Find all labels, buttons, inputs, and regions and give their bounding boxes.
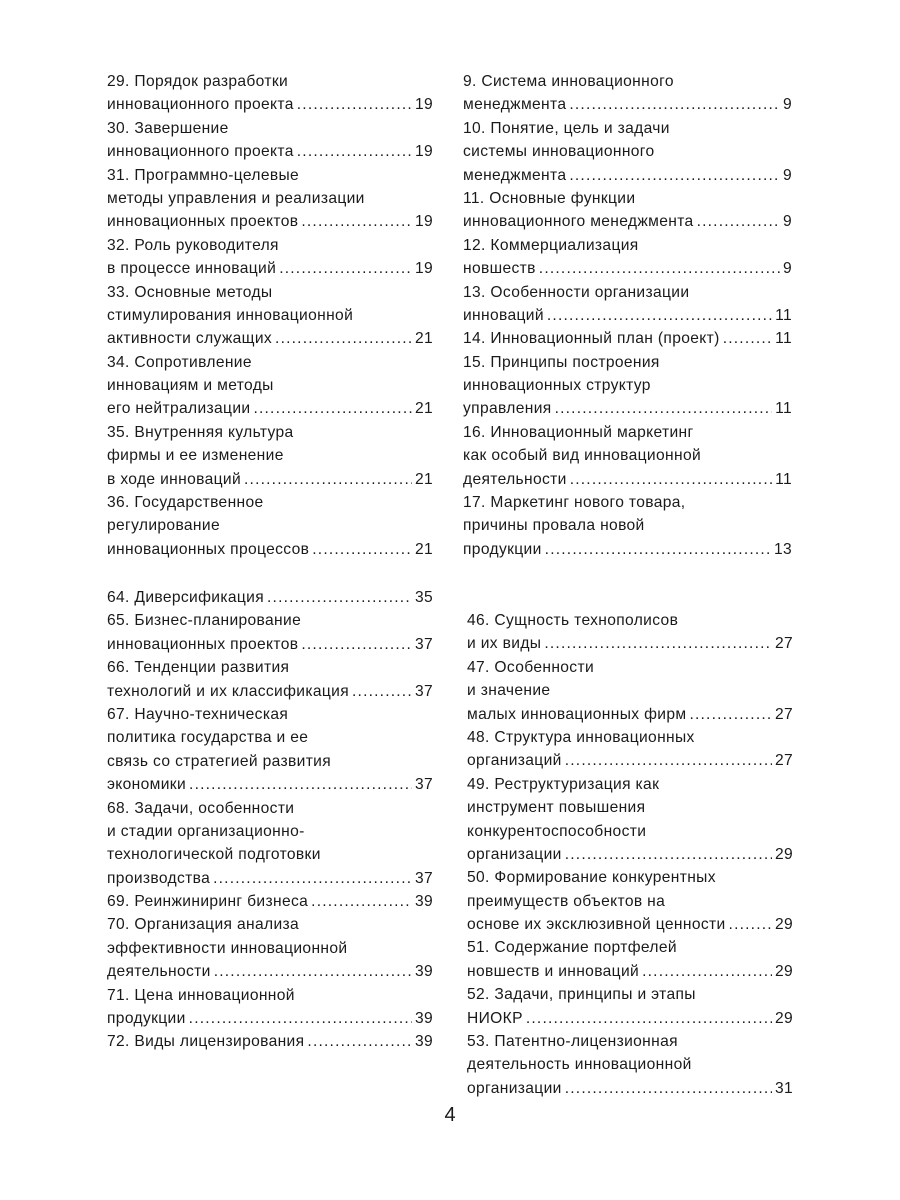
toc-page-number: 11 [775,470,792,488]
toc-entry-line [107,421,433,444]
toc-entry-text: и их виды [467,635,542,653]
toc-entry-line [467,936,793,959]
toc-entry-text: организаций [467,752,562,770]
toc-entry-last-line [107,586,433,609]
toc-entry-text: 64. Диверсификация [107,589,265,606]
toc-entry [467,656,793,726]
toc-page-number: 21 [414,540,433,558]
toc-entry-line [107,703,433,726]
toc-page-number: 29 [774,845,793,863]
toc-entry-text: 11. Основные функции [463,189,636,207]
toc-page-number: 19 [414,96,433,114]
toc-entry-line [463,444,792,467]
toc-entry [463,421,792,491]
toc-entry-text: менеджмента [463,96,567,114]
toc-entry-text: 33. Основные методы [107,283,273,301]
toc-entry-line [463,491,792,514]
toc-entry-line [107,117,433,140]
dot-leader [189,773,412,796]
dot-leader [301,633,412,656]
toc-entry-text: регулирование [107,517,220,535]
toc-entry-text: 47. Особенности [467,658,595,676]
toc-entry-text: 69. Реинжиниринг бизнеса [107,893,309,911]
toc-entry-line [107,843,433,866]
dot-leader [244,468,412,491]
toc-entry [463,187,792,234]
toc-page-number: 31 [774,1079,793,1097]
toc-entry-text: менеджмента [463,166,567,184]
toc-entry-text: продукции [463,540,542,558]
toc-entry-text: 30. Завершение [107,119,229,137]
toc-column-top-right [463,70,792,561]
toc-entry [107,234,433,281]
toc-page-number: 39 [414,1010,433,1028]
toc-entry-last-line [467,749,793,772]
toc-entry-text: деятельность инновационной [467,1056,692,1074]
dot-leader [565,1077,772,1100]
toc-page-number: 29 [774,916,793,934]
toc-entry [107,1030,433,1053]
toc-entry [107,586,433,609]
toc-entry-text: 66. Тенденции развития [107,659,290,677]
toc-entry-last-line [463,257,792,280]
toc-entry-line [463,187,792,210]
toc-entry [107,703,433,797]
toc-entry-line [467,866,793,889]
toc-entry-line [107,609,433,632]
dot-leader [213,867,412,890]
toc-page-number: 39 [414,963,433,981]
toc-entry [463,70,792,117]
toc-entry-line [467,609,793,632]
toc-entry-line [107,351,433,374]
toc-page-number: 11 [775,400,792,418]
toc-entry-last-line [107,890,433,913]
dot-leader [275,327,412,350]
dot-leader [545,538,771,561]
dot-leader [565,843,772,866]
toc-entry [107,70,433,117]
toc-entry-last-line [467,1007,793,1030]
toc-entry-text: и значение [467,682,551,700]
toc-entry-text: преимуществ объектов на [467,892,666,910]
dot-leader [301,210,412,233]
dot-leader [267,586,412,609]
toc-page-number: 21 [414,330,433,348]
toc-page-number: 19 [414,143,433,161]
toc-entry-text: в процессе инноваций [107,260,277,278]
toc-entry-text: инновационных процессов [107,540,310,558]
toc-entry [107,351,433,421]
toc-entry [467,866,793,936]
toc-entry-text: 36. Государственное [107,494,264,512]
toc-entry-line [463,70,792,93]
toc-entry-line [107,304,433,327]
toc-entry-line [467,983,793,1006]
dot-leader [352,680,412,703]
toc-entry-text: 9. Система инновационного [463,73,674,90]
toc-entry-text: 12. Коммерциализация [463,236,639,254]
toc-entry-text: 34. Сопротивление [107,353,252,371]
dot-leader [544,632,772,655]
toc-page-number: 29 [774,1009,793,1027]
toc-entry-text: 32. Роль руководителя [107,236,279,254]
toc-entry-line [463,514,792,537]
toc-entry-text: инновационного проекта [107,96,294,114]
toc-entry-text: активности служащих [107,330,273,348]
dot-leader [547,304,772,327]
toc-entry [107,421,433,491]
toc-entry [467,726,793,773]
toc-entry-text: новшеств и инноваций [467,962,640,980]
dot-leader [279,257,412,280]
toc-entry-text: экономики [107,776,187,794]
toc-entry-line [467,656,793,679]
toc-entry-last-line [107,773,433,796]
toc-entry-last-line [107,1007,433,1030]
toc-entry-line [107,937,433,960]
toc-entry-last-line [463,93,792,116]
toc-entry [467,936,793,983]
toc-column-bottom-left [107,586,433,1054]
dot-leader [565,749,772,772]
toc-entry-text: 29. Порядок разработки [107,73,289,90]
toc-entry-text: 17. Маркетинг нового товара, [463,494,686,512]
toc-page-number: 37 [414,682,433,700]
toc-entry-line [463,117,792,140]
toc-entry-text: в ходе инноваций [107,470,242,488]
toc-entry-text: его нейтрализации [107,400,251,418]
toc-entry-last-line [467,632,793,655]
toc-entry [107,281,433,351]
toc-entry-line [463,234,792,257]
toc-entry-line [107,656,433,679]
toc-entry-text: инноваций [463,306,544,324]
toc-page-number: 9 [782,96,792,114]
toc-entry-line [107,797,433,820]
toc-page-number: 39 [414,1033,433,1051]
toc-entry-last-line [107,680,433,703]
toc-page-number: 11 [775,306,792,324]
toc-entry-line [107,234,433,257]
toc-entry-last-line [467,703,793,726]
toc-entry-text: 48. Структура инновационных [467,728,695,746]
toc-entry-text: 50. Формирование конкурентных [467,869,716,887]
toc-entry-last-line [107,633,433,656]
toc-entry-text: инновационных структур [463,377,651,395]
toc-page-number: 9 [782,213,792,231]
toc-entry-text: фирмы и ее изменение [107,447,284,465]
toc-entry-text: 67. Научно-техническая [107,705,289,723]
toc-entry-line [467,820,793,843]
toc-entry-last-line [107,960,433,983]
toc-entry-line [107,750,433,773]
toc-entry-text: эффективности инновационной [107,939,348,957]
toc-entry-line [107,984,433,1007]
toc-page-number: 27 [774,752,793,770]
toc-entry-text: 31. Программно-целевые [107,166,300,184]
toc-entry-text: политика государства и ее [107,729,309,747]
toc-entry-line [467,1053,793,1076]
dot-leader [253,397,412,420]
dot-leader [569,93,780,116]
toc-entry-text: 35. Внутренняя культура [107,423,294,441]
toc-entry [463,117,792,187]
toc-entry-text: управления [463,400,552,418]
dot-leader [723,327,772,350]
toc-entry [107,913,433,983]
toc-entry [107,890,433,913]
toc-entry [107,117,433,164]
toc-page-number: 35 [414,589,433,606]
toc-entry-text: как особый вид инновационной [463,447,702,465]
dot-leader [312,538,412,561]
toc-entry-line [463,281,792,304]
toc-entry-last-line [463,210,792,233]
toc-entry-line [107,187,433,210]
toc-entry [463,491,792,561]
toc-entry-text: деятельности [463,470,567,488]
toc-entry-text: продукции [107,1010,186,1028]
toc-entry-text: 46. Сущность технополисов [467,612,679,629]
toc-page-number: 27 [774,705,793,723]
toc-entry-text: 13. Особенности организации [463,283,690,301]
toc-entry-line [463,421,792,444]
toc-entry-last-line [463,327,792,350]
toc-entry [107,491,433,561]
toc-entry-line [107,514,433,537]
toc-entry [107,984,433,1031]
toc-entry-text: организации [467,845,562,863]
dot-leader [555,397,773,420]
toc-entry [467,609,793,656]
toc-entry-text: 71. Цена инновационной [107,986,295,1004]
toc-entry-text: основе их эксклюзивной ценности [467,916,726,934]
toc-entry [467,1030,793,1100]
toc-entry [107,656,433,703]
toc-entry-last-line [107,867,433,890]
toc-entry-line [467,796,793,819]
toc-entry-line [467,1030,793,1053]
dot-leader [311,890,412,913]
toc-page-number: 19 [414,213,433,231]
dot-leader [189,1007,412,1030]
toc-entry-text: деятельности [107,963,211,981]
toc-entry-text: 72. Виды лицензирования [107,1033,305,1051]
toc-column-bottom-right [467,609,793,1100]
toc-entry-text: стимулирования инновационной [107,306,354,324]
toc-entry-last-line [463,538,792,561]
toc-entry-text: инновационных проектов [107,635,299,653]
toc-page-number: 29 [774,962,793,980]
dot-leader [214,960,412,983]
dot-leader [569,164,780,187]
toc-entry-line [467,726,793,749]
toc-entry-line [107,491,433,514]
toc-entry-line [107,913,433,936]
toc-entry-last-line [467,843,793,866]
toc-entry-text: 16. Инновационный маркетинг [463,423,694,441]
toc-entry-text: 68. Задачи, особенности [107,799,295,817]
toc-page-number: 27 [774,635,793,653]
toc-entry [463,351,792,421]
toc-entry-line [467,890,793,913]
toc-entry-text: конкурентоспособности [467,822,647,840]
toc-page-number: 9 [782,260,792,278]
toc-entry-text: 14. Инновационный план (проект) [463,330,720,348]
toc-entry-text: системы инновационного [463,143,655,161]
toc-entry-line [107,820,433,843]
toc-entry-line [463,374,792,397]
dot-leader [689,703,772,726]
toc-entry-last-line [107,327,433,350]
toc-entry [467,983,793,1030]
toc-entry-text: 53. Патентно-лицензионная [467,1033,678,1051]
toc-entry-last-line [107,93,433,116]
toc-entry-text: технологической подготовки [107,846,321,864]
toc-entry-last-line [107,257,433,280]
toc-page-number: 21 [414,400,433,418]
toc-entry-text: инновационных проектов [107,213,299,231]
toc-entry-last-line [107,538,433,561]
toc-entry-last-line [107,210,433,233]
toc-entry-line [463,351,792,374]
toc-entry-text: новшеств [463,260,536,278]
dot-leader [642,960,772,983]
toc-entry-last-line [467,913,793,936]
toc-entry-last-line [107,468,433,491]
toc-entry-text: 65. Бизнес-планирование [107,612,302,630]
toc-entry [463,281,792,328]
toc-entry-text: связь со стратегией развития [107,752,332,770]
toc-entry-line [107,726,433,749]
toc-entry-last-line [467,1077,793,1100]
toc-page-number: 37 [414,869,433,887]
toc-entry-text: инновационного менеджмента [463,213,694,231]
toc-entry-last-line [467,960,793,983]
toc-entry-line [463,140,792,163]
toc-page-number: 11 [775,330,792,348]
toc-entry-text: инструмент повышения [467,799,646,817]
toc-entry-text: 52. Задачи, принципы и этапы [467,986,696,1004]
toc-entry [463,234,792,281]
toc-entry-text: 10. Понятие, цель и задачи [463,119,670,137]
toc-entry-text: 70. Организация анализа [107,916,300,934]
toc-entry-last-line [463,304,792,327]
toc-entry-text: методы управления и реализации [107,189,365,207]
toc-page-number: 9 [782,166,792,184]
dot-leader [539,257,780,280]
toc-column-top-left [107,70,433,561]
toc-entry-text: и стадии организационно- [107,822,305,840]
toc-entry-line [467,679,793,702]
dot-leader [570,468,772,491]
toc-page-number: 37 [414,635,433,653]
dot-leader [307,1030,412,1053]
toc-entry-text: малых инновационных фирм [467,705,687,723]
toc-entry-text: 49. Реструктуризация как [467,775,660,793]
toc-entry [107,609,433,656]
toc-page-number: 21 [414,470,433,488]
toc-entry-line [107,70,433,93]
toc-entry-last-line [463,397,792,420]
toc-entry-last-line [107,140,433,163]
toc-entry [463,327,792,350]
toc-entry-text: 15. Принципы построения [463,353,660,371]
page-number: 4 [444,1104,456,1126]
toc-entry-text: производства [107,869,211,887]
dot-leader [697,210,780,233]
toc-entry-last-line [463,468,792,491]
toc-entry-line [107,281,433,304]
toc-entry-text: причины провала новой [463,517,645,535]
dot-leader [526,1007,772,1030]
toc-entry-text: инновационного проекта [107,143,294,161]
toc-entry [107,797,433,891]
toc-page-number: 39 [414,893,433,911]
toc-entry-last-line [107,397,433,420]
toc-page-number: 13 [773,540,792,558]
toc-entry-line [107,444,433,467]
toc-entry-text: организации [467,1079,562,1097]
dot-leader [729,913,772,936]
dot-leader [297,93,412,116]
toc-entry-last-line [107,1030,433,1053]
toc-page-number: 37 [414,776,433,794]
toc-entry-text: 51. Содержание портфелей [467,939,677,957]
toc-entry [107,164,433,234]
toc-entry-text: технологий и их классификация [107,682,349,700]
toc-entry-line [107,374,433,397]
toc-entry-text: инновациям и методы [107,377,274,395]
toc-entry-line [467,773,793,796]
toc-entry-text: НИОКР [467,1009,523,1027]
toc-entry-line [107,164,433,187]
dot-leader [297,140,412,163]
toc-page-number: 19 [414,260,433,278]
toc-entry [467,773,793,867]
toc-entry-last-line [463,164,792,187]
